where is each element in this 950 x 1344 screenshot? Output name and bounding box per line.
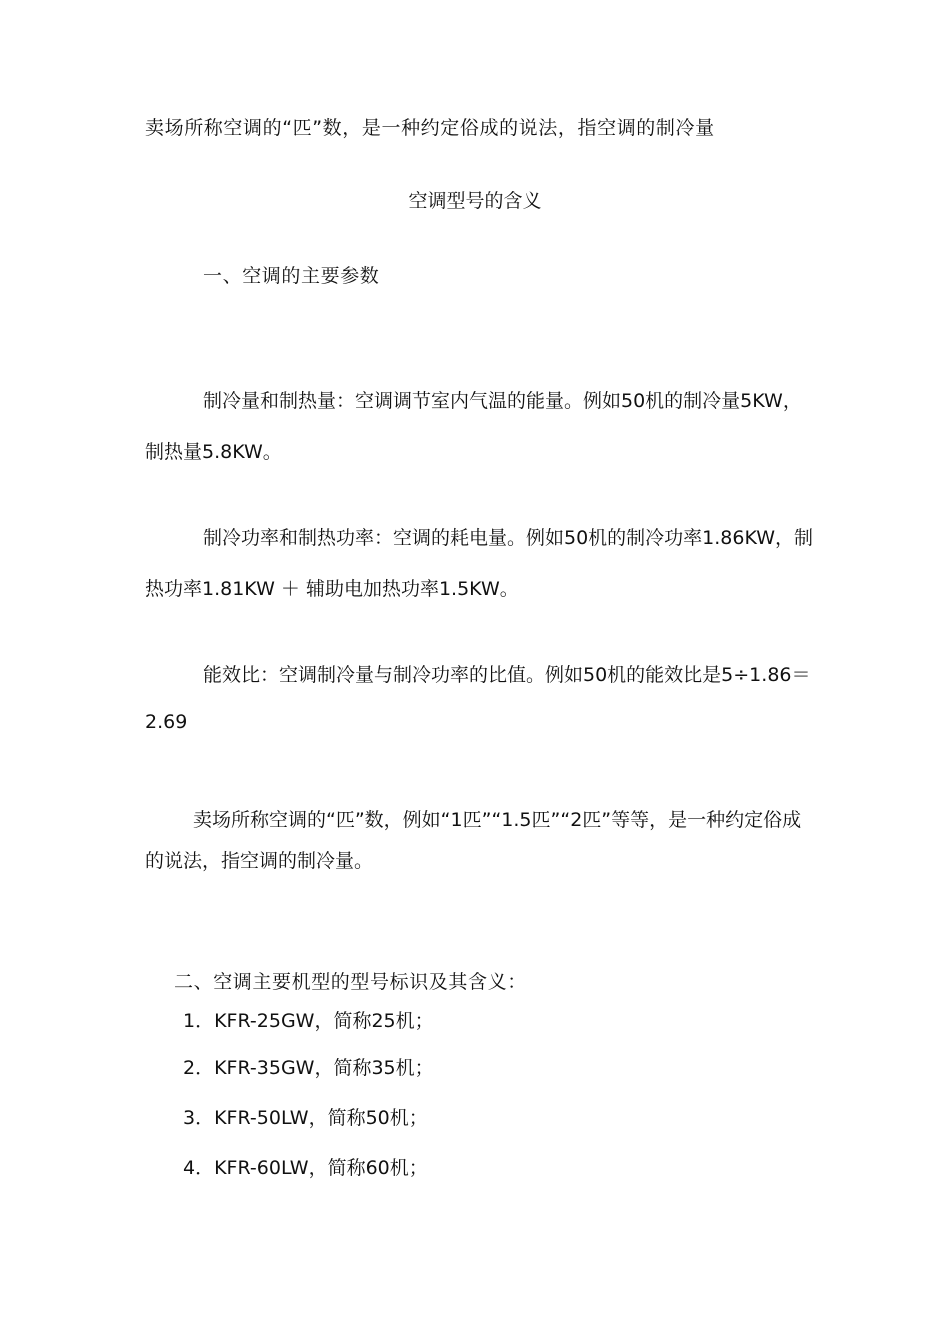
paragraph-efficiency-line-2: 2.69 — [145, 711, 188, 733]
list-item: 1．KFR-25GW，简称25机； — [183, 1010, 434, 1032]
paragraph-horsepower-line-2: 的说法，指空调的制冷量。 — [145, 850, 374, 872]
list-item: 2．KFR-35GW，简称35机； — [183, 1057, 434, 1079]
document-title: 空调型号的含义 — [408, 190, 542, 212]
header-line: 卖场所称空调的“匹”数，是一种约定俗成的说法，指空调的制冷量 — [145, 117, 715, 139]
paragraph-cooling-capacity-line-1: 制冷量和制热量：空调调节室内气温的能量。例如50机的制冷量5KW， — [203, 390, 802, 412]
paragraph-power-line-2: 热功率1.81KW ＋ 辅助电加热功率1.5KW。 — [145, 578, 519, 600]
paragraph-horsepower-line-1: 卖场所称空调的“匹”数，例如“1匹”“1.5匹”“2匹”等等，是一种约定俗成 — [193, 809, 802, 831]
section-1-heading: 一、空调的主要参数 — [203, 265, 380, 287]
paragraph-cooling-capacity-line-2: 制热量5.8KW。 — [145, 441, 282, 463]
list-item: 3．KFR-50LW，简称50机； — [183, 1107, 428, 1129]
section-2-heading: 二、空调主要机型的型号标识及其含义： — [174, 971, 527, 993]
paragraph-power-line-1: 制冷功率和制热功率：空调的耗电量。例如50机的制冷功率1.86KW，制 — [203, 527, 814, 549]
paragraph-efficiency-line-1: 能效比：空调制冷量与制冷功率的比值。例如50机的能效比是5÷1.86＝ — [203, 664, 811, 686]
list-item: 4．KFR-60LW，简称60机； — [183, 1157, 428, 1179]
